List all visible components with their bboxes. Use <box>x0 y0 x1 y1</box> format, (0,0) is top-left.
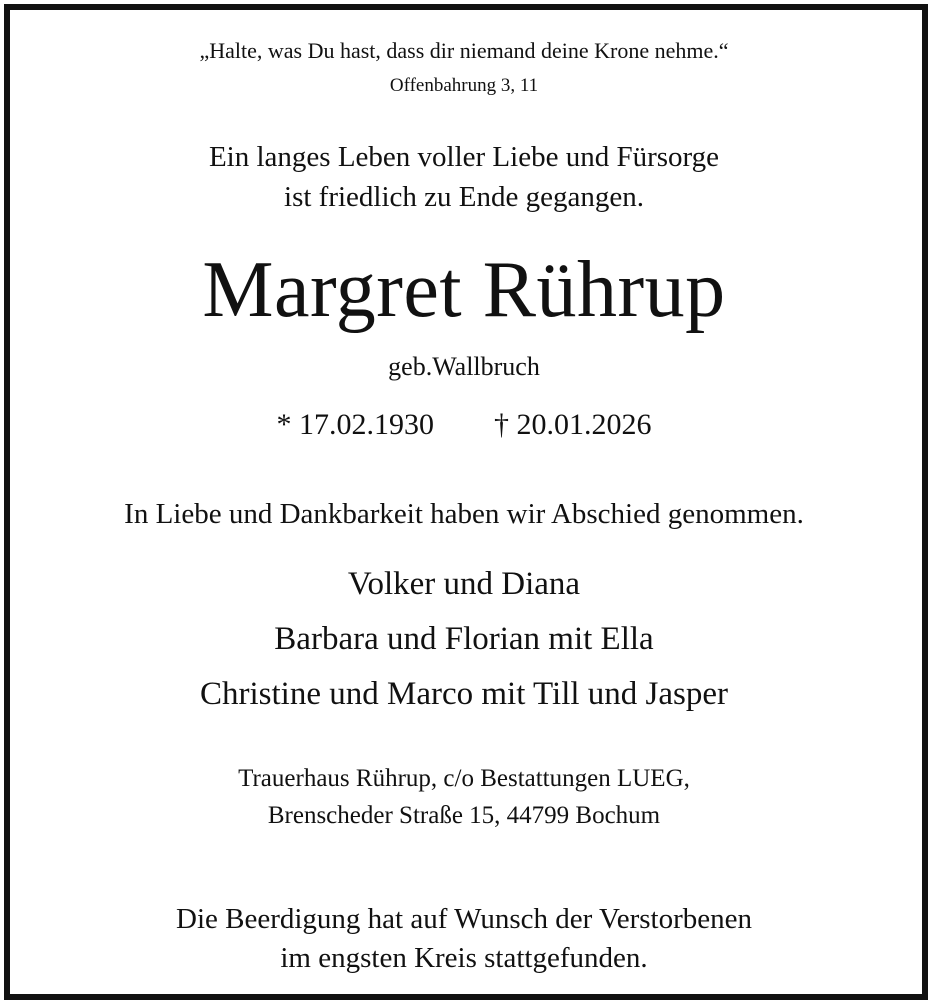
intro-line-1: Ein langes Leben voller Liebe und Fürsorge <box>208 141 720 173</box>
family-line: Volker und Diana <box>347 566 581 602</box>
bible-quote: „Halte, was Du hast, dass dir niemand deine Krone nehme.“ <box>199 38 729 63</box>
life-dates <box>0 410 928 440</box>
address-line-1: Trauerhaus Rührup, c/o Bestattungen LUEG, <box>238 765 690 792</box>
maiden-name: geb.Wallbruch <box>388 352 540 381</box>
intro-line-2: ist friedlich zu Ende gegangen. <box>284 181 644 213</box>
burial-line-2: im engsten Kreis stattgefunden. <box>280 942 648 974</box>
burial-line-1: Die Beerdigung hat auf Wunsch der Verstorbenen <box>176 903 752 935</box>
birth-date: * 17.02.1930 <box>276 408 434 441</box>
death-date: † 20.01.2026 <box>494 408 652 441</box>
deceased-name: Margret Rührup <box>202 246 726 334</box>
quote-reference: Offenbahrung 3, 11 <box>389 75 539 96</box>
farewell-text: In Liebe und Dankbarkeit haben wir Abschied genommen. <box>124 498 804 530</box>
family-line: Christine und Marco mit Till und Jasper <box>200 676 728 712</box>
address-line-2: Brenscheder Straße 15, 44799 Bochum <box>267 802 661 829</box>
family-line: Barbara und Florian mit Ella <box>274 621 654 657</box>
